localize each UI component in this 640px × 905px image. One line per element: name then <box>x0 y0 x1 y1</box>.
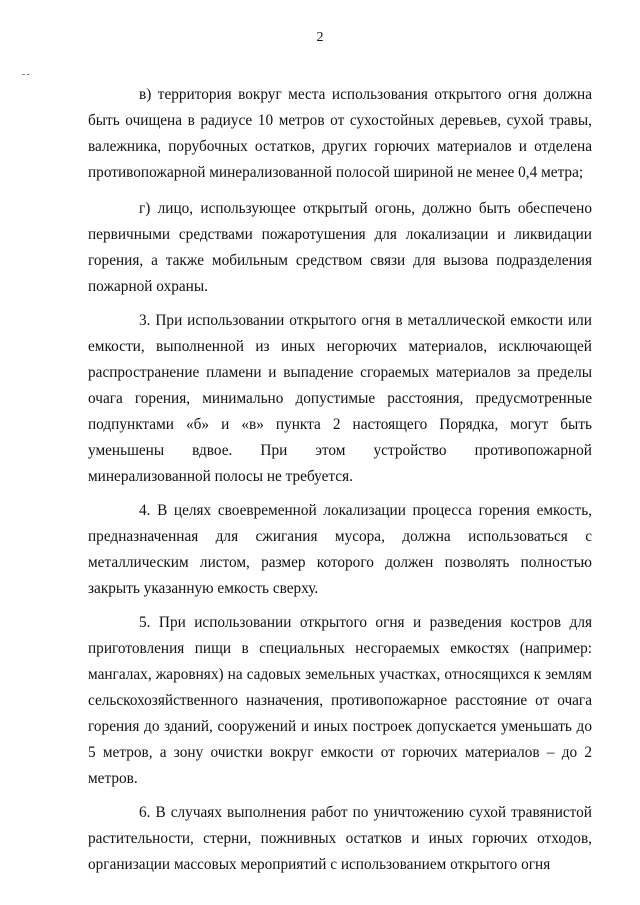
scan-edge-mark: -- <box>22 69 31 80</box>
paragraph-item-4: 4. В целях своевременной локализации процесса горения емкость, предназначенная для сжигания мусора, должна использоваться с металлическим листом, размер которого должен позволять полностью закрыть указанную емкость сверху. <box>88 502 592 597</box>
document-body <box>88 82 592 878</box>
paragraph-subitem-v: в) территория вокруг места использования открытого огня должна быть очищена в радиусе 10 метров от сухостойных деревьев, сухой травы, валежника, порубочных остатков, других горючих материалов и отделена противопожарной минерализованной полосой шириной не менее 0,4 метра; <box>88 86 592 181</box>
page-number: 2 <box>316 30 324 45</box>
paragraph-item-6: 6. В случаях выполнения работ по уничтожению сухой травянистой растительности, стерни, пожнивных остатков и иных горючих отходов, организации массовых мероприятий с использованием открытого огня <box>88 804 592 873</box>
paragraph-item-5: 5. При использовании открытого огня и разведения костров для приготовления пищи в специальных несгораемых емкостях (например: мангалах, жаровнях) на садовых земельных участках, относящихся к землям сельскохозяйственного назначения, противопожарное расстояние от очага горения до зданий, сооружений и иных построек допускается уменьшать до 5 метров, а зону очистки вокруг емкости от горючих материалов – до 2 метров. <box>88 614 592 787</box>
paragraph-subitem-g: г) лицо, использующее открытый огонь, должно быть обеспечено первичными средствами пожаротушения для локализации и ликвидации горения, а также мобильным средством связи для вызова подразделения пожарной охраны. <box>88 200 592 295</box>
paragraph-item-3: 3. При использовании открытого огня в металлической емкости или емкости, выполненной из иных негорючих материалов, исключающей распространение пламени и выпадение сгораемых материалов за пределы очага горения, минимально допустимые расстояния, предусмотренные подпунктами «б» и «в» пункта 2 настоящего Порядка, могут быть уменьшены вдвое. При этом устройство противопожарной минерализованной полосы не требуется. <box>88 312 592 485</box>
